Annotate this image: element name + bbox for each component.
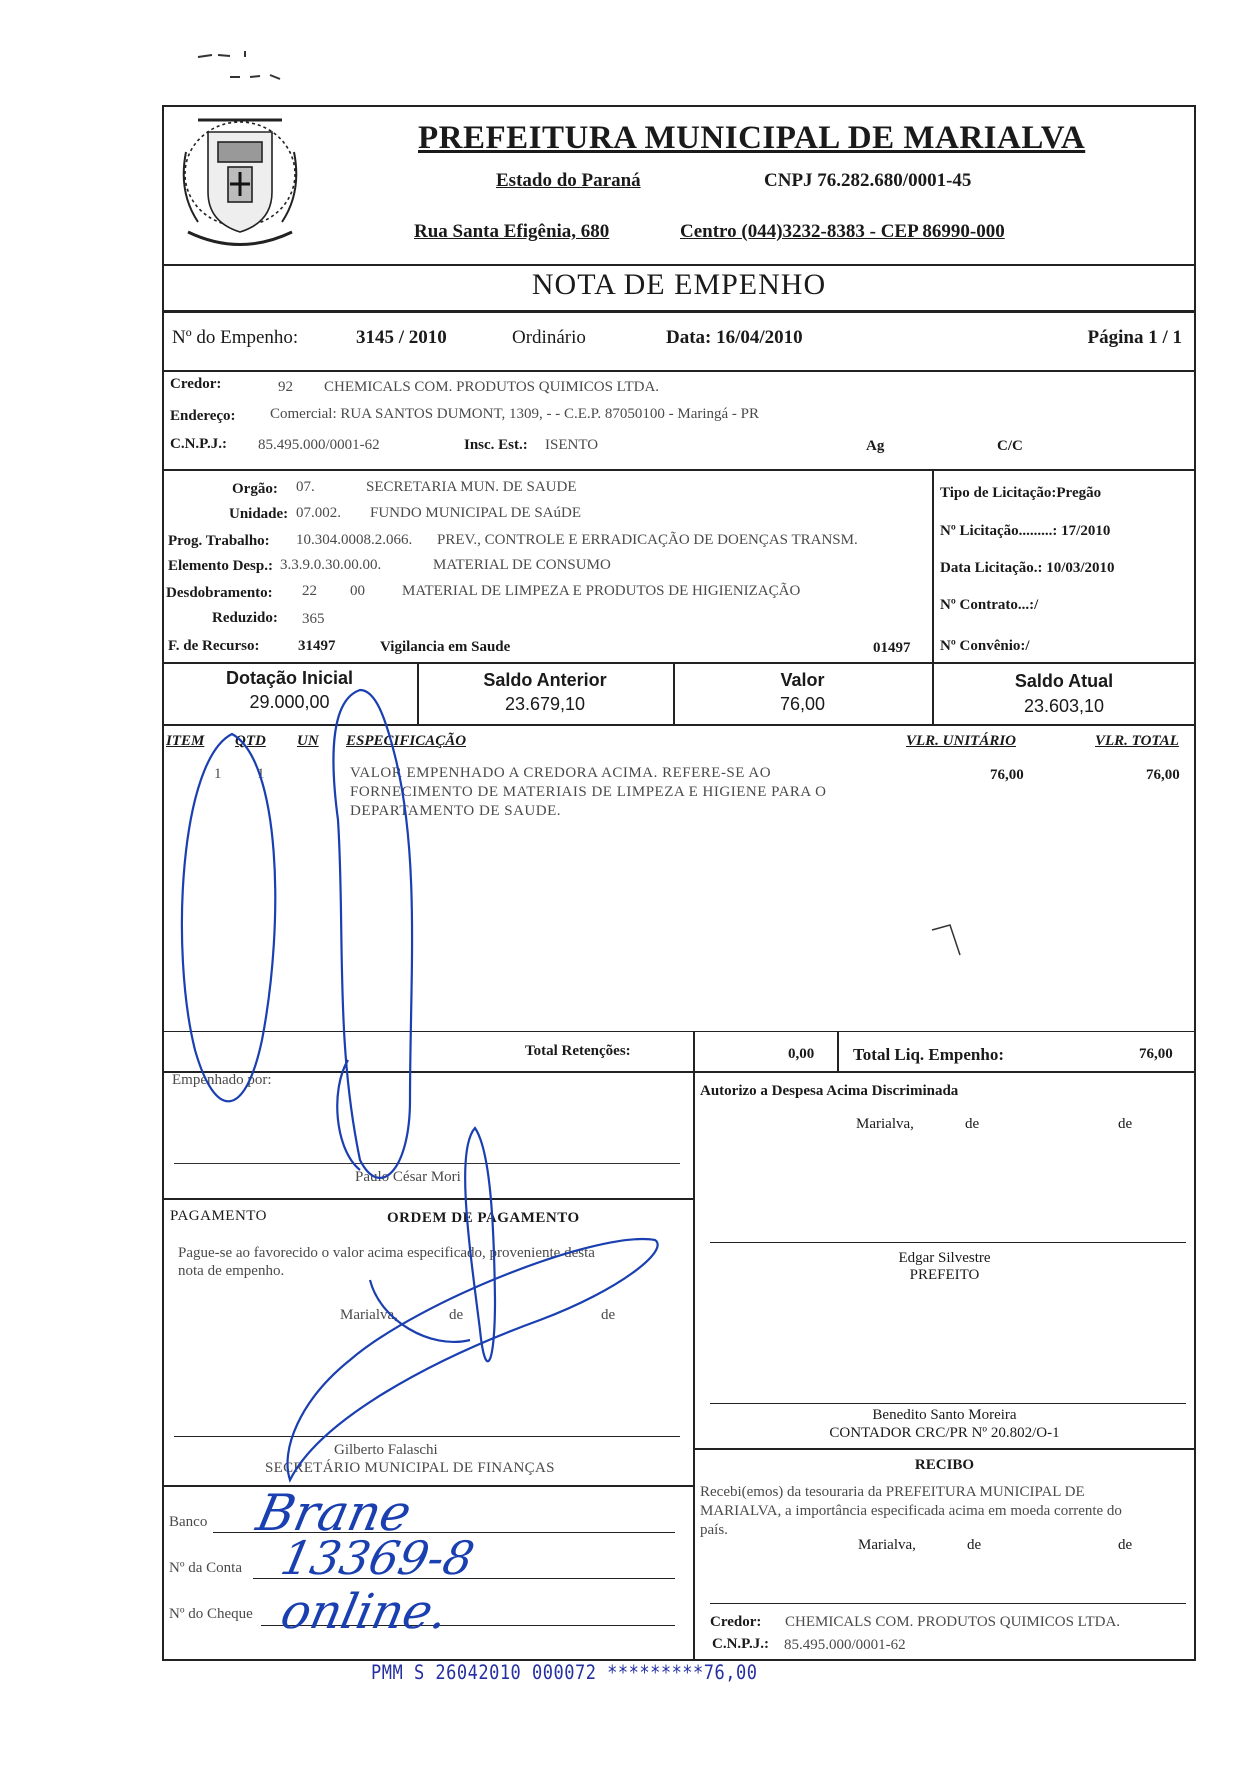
autorizo-label: Autorizo a Despesa Acima Discriminada xyxy=(700,1083,959,1099)
accountant-name: Benedito Santo Moreira xyxy=(872,1407,1017,1423)
bank-label: Banco xyxy=(169,1514,208,1530)
cheque-label: Nº do Cheque xyxy=(169,1606,253,1622)
item-spec-line: VALOR EMPENHADO A CREDORA ACIMA. REFERE-SE AO xyxy=(350,765,772,781)
item-number: 1 xyxy=(214,766,222,782)
credor-cnpj: 85.495.000/0001-62 xyxy=(258,437,380,453)
receipt-cnpj-label: C.N.P.J.: xyxy=(712,1636,769,1652)
empenho-number: 3145 / 2010 xyxy=(356,327,447,348)
state-label: Estado do Paraná xyxy=(496,170,641,191)
elemento-label: Elemento Desp.: xyxy=(168,558,273,574)
items-header-un: UN xyxy=(297,733,319,749)
items-header-unit-value: VLR. UNITÁRIO xyxy=(906,733,1017,749)
authorization-de: de xyxy=(965,1116,980,1132)
orgao-label: Orgão: xyxy=(232,481,278,497)
contract-number: Nº Contrato...:/ xyxy=(940,597,1039,613)
items-header-qtd: QTD xyxy=(235,733,266,749)
retencoes-value: 0,00 xyxy=(788,1046,815,1062)
unidade-name: FUNDO MUNICIPAL DE SAúDE xyxy=(370,505,581,521)
recurso-label: F. de Recurso: xyxy=(168,638,260,654)
saldo-anterior-value: 23.679,10 xyxy=(504,694,586,714)
desdobramento-name: MATERIAL DE LIMPEZA E PRODUTOS DE HIGIENIZAÇÃO xyxy=(402,583,801,599)
pague-text: nota de empenho. xyxy=(178,1263,285,1279)
account-label: C/C xyxy=(997,438,1023,454)
pague-text: Pague-se ao favorecido o valor acima especificado, proveniente desta xyxy=(178,1245,595,1261)
credor-cnpj-label: C.N.P.J.: xyxy=(170,436,227,452)
payment-stamp: PMM S 26042010 000072 *********76,00 xyxy=(371,1661,758,1685)
account-number-label: Nº da Conta xyxy=(169,1560,242,1576)
unidade-code: 07.002. xyxy=(296,505,341,521)
recurso-number: 01497 xyxy=(873,640,911,656)
contact-label: Centro (044)3232-8383 - CEP 86990-000 xyxy=(680,221,1005,242)
empenho-number-label: Nº do Empenho: xyxy=(172,327,299,348)
prog-name: PREV., CONTROLE E ERRADICAÇÃO DE DOENÇAS TRANSM. xyxy=(437,532,858,548)
mayor-title: PREFEITO xyxy=(909,1267,980,1283)
dotacao-value: 29.000,00 xyxy=(249,692,330,712)
payment-de: de xyxy=(449,1307,464,1323)
empenho-date: Data: 16/04/2010 xyxy=(666,327,803,348)
receipt-text: país. xyxy=(700,1522,728,1538)
licitacao-number: Nº Licitação.........: 17/2010 xyxy=(940,523,1111,539)
desdobramento-code: 22 xyxy=(302,583,317,599)
handwritten-account: 13369-8 xyxy=(276,1531,479,1585)
item-spec-line: FORNECIMENTO DE MATERIAIS DE LIMPEZA E HIGIENE PARA O xyxy=(350,784,827,800)
handwritten-cheque: online. xyxy=(276,1584,454,1640)
items-header-spec: ESPECIFICAÇÃO xyxy=(346,733,467,749)
accountant-title: CONTADOR CRC/PR Nº 20.802/O-1 xyxy=(829,1425,1060,1441)
address-label: Endereço: xyxy=(170,408,236,424)
receipt-credor-name: CHEMICALS COM. PRODUTOS QUIMICOS LTDA. xyxy=(785,1614,1121,1630)
credor-code: 92 xyxy=(278,379,293,395)
receipt-de: de xyxy=(1118,1537,1133,1553)
prog-label: Prog. Trabalho: xyxy=(168,533,270,549)
elemento-code: 3.3.9.0.30.00.00. xyxy=(280,557,382,573)
receipt-city: Marialva, xyxy=(858,1537,916,1553)
ordem-pagamento-label: ORDEM DE PAGAMENTO xyxy=(387,1210,580,1226)
item-qty: 1 xyxy=(257,766,265,782)
reduzido-value: 365 xyxy=(302,611,325,627)
convenio-number: Nº Convênio:/ xyxy=(940,638,1030,654)
orgao-name: SECRETARIA MUN. DE SAUDE xyxy=(366,479,577,495)
empenho-type: Ordinário xyxy=(512,327,586,348)
handwritten-bank: Brane xyxy=(251,1484,417,1542)
items-header-item: ITEM xyxy=(166,733,205,749)
reduzido-label: Reduzido: xyxy=(212,610,278,626)
receipt-title: RECIBO xyxy=(914,1457,975,1473)
saldo-atual-value: 23.603,10 xyxy=(1023,696,1105,716)
desdobramento-label: Desdobramento: xyxy=(166,585,273,601)
empenhado-label: Empenhado por: xyxy=(172,1072,272,1088)
authorization-city: Marialva, xyxy=(856,1116,914,1132)
city-hall-title: PREFEITURA MUNICIPAL DE MARIALVA xyxy=(418,120,1086,156)
orgao-code: 07. xyxy=(296,479,315,495)
address-value: Comercial: RUA SANTOS DUMONT, 1309, - - C.E.P. 87050100 - Maringá - PR xyxy=(270,406,760,422)
valor-label: Valor xyxy=(780,670,825,690)
liquido-value: 76,00 xyxy=(1139,1046,1173,1062)
secretary-title: SECRETÁRIO MUNICIPAL DE FINANÇAS xyxy=(265,1460,555,1476)
recurso-name: Vigilancia em Saude xyxy=(380,639,511,655)
authorization-de: de xyxy=(1118,1116,1133,1132)
item-total-value: 76,00 xyxy=(1146,767,1180,783)
street-label: Rua Santa Efigênia, 680 xyxy=(414,221,610,242)
item-spec-line: DEPARTAMENTO DE SAUDE. xyxy=(350,803,561,819)
item-unit-value: 76,00 xyxy=(990,767,1024,783)
licitacao-type: Tipo de Licitação:Pregão xyxy=(940,485,1102,501)
licitacao-date: Data Licitação.: 10/03/2010 xyxy=(940,560,1115,576)
credor-label: Credor: xyxy=(170,376,222,392)
agency-label: Ag xyxy=(866,438,885,454)
saldo-anterior-label: Saldo Anterior xyxy=(483,670,607,690)
payment-city: Marialva, xyxy=(340,1307,398,1323)
pagamento-label: PAGAMENTO xyxy=(170,1208,268,1224)
receipt-de: de xyxy=(967,1537,982,1553)
mayor-name: Edgar Silvestre xyxy=(898,1250,991,1266)
retencoes-label: Total Retenções: xyxy=(525,1043,631,1059)
page-number: Página 1 / 1 xyxy=(1087,327,1182,348)
insc-value: ISENTO xyxy=(545,437,599,453)
saldo-atual-label: Saldo Atual xyxy=(1014,671,1114,691)
secretary-name: Gilberto Falaschi xyxy=(334,1442,438,1458)
insc-label: Insc. Est.: xyxy=(464,437,528,453)
empenhado-name: Paulo César Mori xyxy=(355,1169,461,1185)
items-header-total-value: VLR. TOTAL xyxy=(1095,733,1179,749)
receipt-credor-label: Credor: xyxy=(710,1614,762,1630)
document-title: NOTA DE EMPENHO xyxy=(531,268,827,301)
receipt-text: Recebi(emos) da tesouraria da PREFEITURA MUNICIPAL DE xyxy=(700,1484,1085,1500)
desdobramento-sub: 00 xyxy=(350,583,365,599)
valor-value: 76,00 xyxy=(779,694,826,714)
receipt-cnpj: 85.495.000/0001-62 xyxy=(784,1637,906,1653)
credor-name: CHEMICALS COM. PRODUTOS QUIMICOS LTDA. xyxy=(324,379,660,395)
liquido-label: Total Liq. Empenho: xyxy=(853,1045,1004,1064)
elemento-name: MATERIAL DE CONSUMO xyxy=(433,557,611,573)
cnpj-label: CNPJ 76.282.680/0001-45 xyxy=(764,170,972,191)
prog-code: 10.304.0008.2.066. xyxy=(296,532,413,548)
unidade-label: Unidade: xyxy=(229,506,289,522)
receipt-text: MARIALVA, a importância especificada acima em moeda corrente do xyxy=(700,1503,1122,1519)
recurso-code: 31497 xyxy=(298,638,336,654)
dotacao-label: Dotação Inicial xyxy=(225,668,354,688)
payment-de: de xyxy=(601,1307,616,1323)
